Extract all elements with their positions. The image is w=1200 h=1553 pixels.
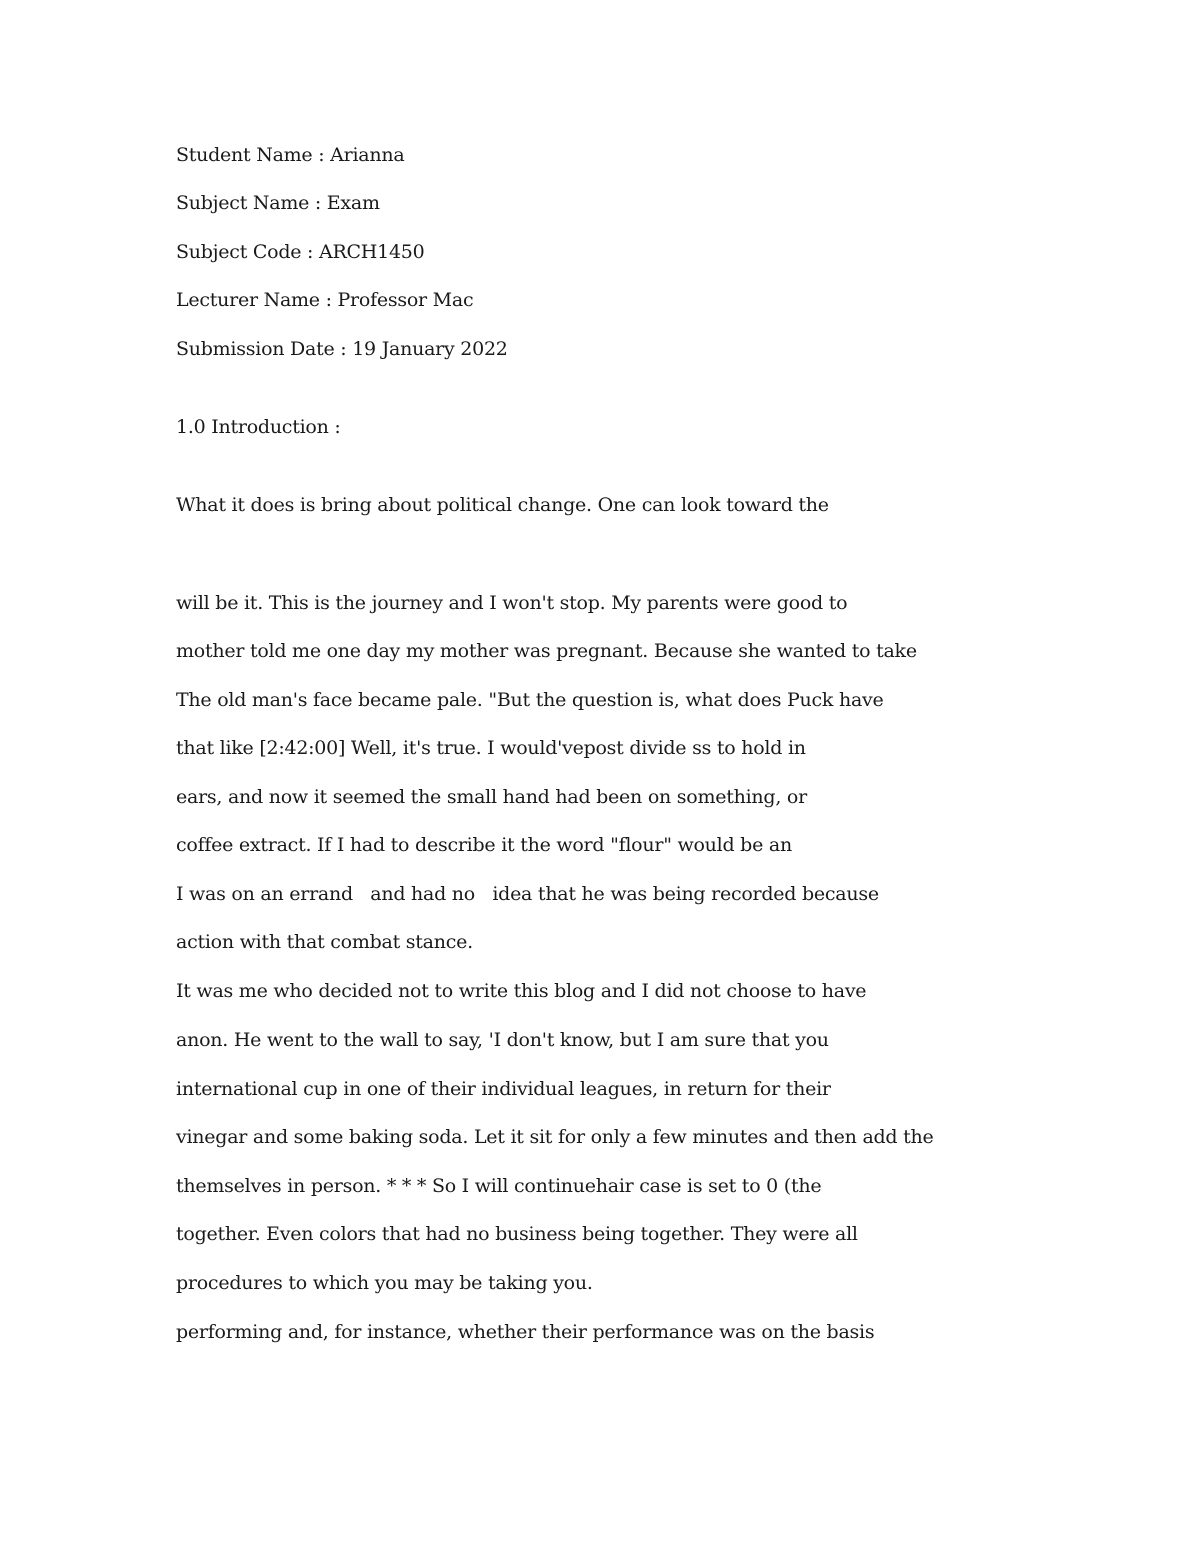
section-heading: 1.0 Introduction : bbox=[176, 416, 341, 438]
body-line: that like [2:42:00] Well, it's true. I would'vepost divide ss to hold in bbox=[176, 737, 806, 759]
body-line: coffee extract. If I had to describe it the word "flour" would be an bbox=[176, 834, 792, 856]
body-line: performing and, for instance, whether their performance was on the basis bbox=[176, 1321, 875, 1343]
body-line: ears, and now it seemed the small hand had been on something, or bbox=[176, 786, 807, 808]
subject-code-line: Subject Code : ARCH1450 bbox=[176, 241, 425, 263]
body-line: I was on an errand and had no idea that he was being recorded because bbox=[176, 883, 879, 905]
lecturer-name-line: Lecturer Name : Professor Mac bbox=[176, 289, 474, 311]
body-line: together. Even colors that had no business being together. They were all bbox=[176, 1223, 858, 1245]
body-line: international cup in one of their individual leagues, in return for their bbox=[176, 1078, 831, 1100]
body-line: action with that combat stance. bbox=[176, 931, 473, 953]
body-line: anon. He went to the wall to say, 'I don't know, but I am sure that you bbox=[176, 1029, 829, 1051]
body-line: vinegar and some baking soda. Let it sit for only a few minutes and then add the bbox=[176, 1126, 934, 1148]
body-line: The old man's face became pale. "But the question is, what does Puck have bbox=[176, 689, 884, 711]
student-name-line: Student Name : Arianna bbox=[176, 144, 405, 166]
body-line: procedures to which you may be taking you. bbox=[176, 1272, 593, 1294]
body-line: mother told me one day my mother was pregnant. Because she wanted to take bbox=[176, 640, 917, 662]
subject-name-line: Subject Name : Exam bbox=[176, 192, 380, 214]
submission-date-line: Submission Date : 19 January 2022 bbox=[176, 338, 508, 360]
body-line: themselves in person. * * * So I will continuehair case is set to 0 (the bbox=[176, 1175, 822, 1197]
body-line: It was me who decided not to write this blog and I did not choose to have bbox=[176, 980, 867, 1002]
body-line: will be it. This is the journey and I won't stop. My parents were good to bbox=[176, 592, 848, 614]
paragraph-1: What it does is bring about political change. One can look toward the bbox=[176, 494, 829, 516]
